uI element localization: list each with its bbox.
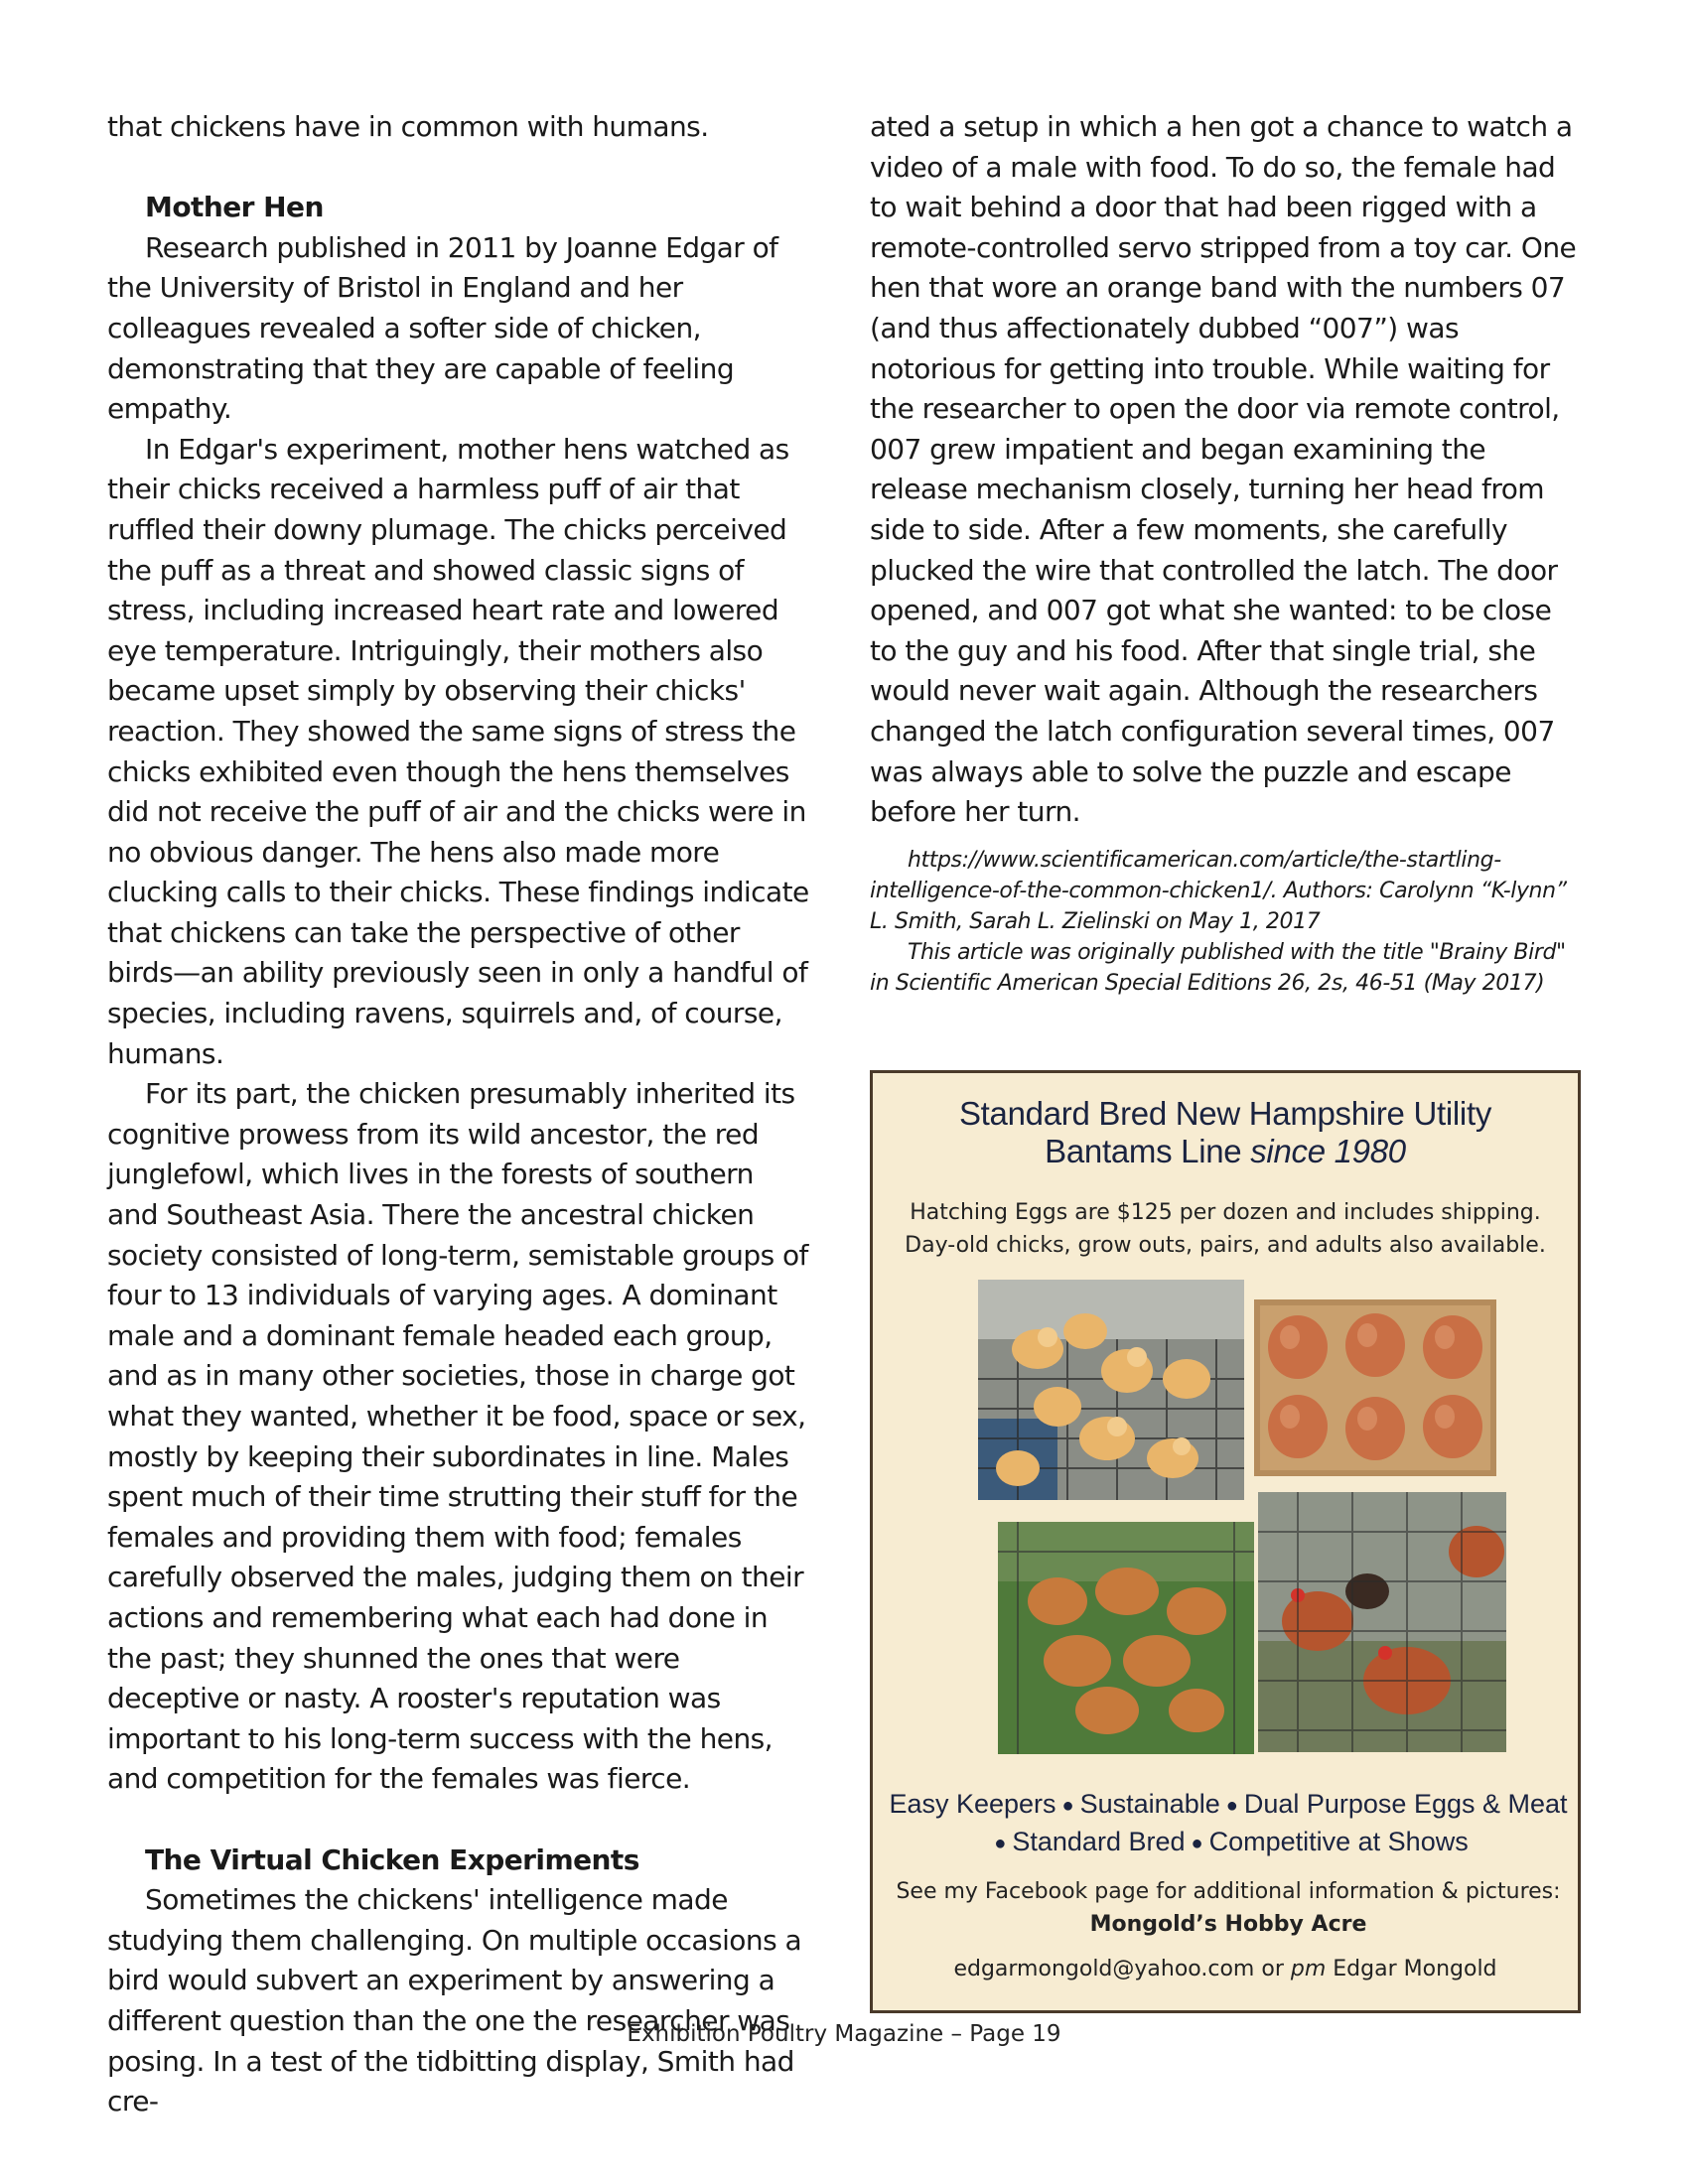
advertisement-box <box>870 1070 1581 2013</box>
bullet-icon: ● <box>1061 1794 1074 1817</box>
ad-features <box>883 1786 1574 1861</box>
facebook-page-name[interactable]: Mongold’s Hobby Acre <box>1089 1912 1367 1937</box>
paragraph: Sometimes the chickens' intelligence made studying them challenging. On multiple occasions a bird would subvert an experiment by answering a different question than the one the researcher was posing. In a test of the tidbitting display, Smith had cre- <box>107 1883 802 2118</box>
facebook-text: See my Facebook page for additional information & pictures: <box>896 1879 1561 1904</box>
feature-item: Sustainable <box>1079 1789 1220 1819</box>
article-right-column <box>870 107 1585 999</box>
ad-title-text: Bantams Line <box>1045 1133 1242 1169</box>
spacer <box>107 1800 812 1841</box>
paragraph: For its part, the chicken presumably inherited its cognitive prowess from its wild ancestor, the red junglefowl, which lives in the forests of southern and Southeast Asia. There the ancestral chicken society consisted of long-term, semistable groups of four to 13 individuals of varying ages. A dominant male and a dominant female headed each group, and as in many other societies, those in charge got what they wanted, whether it be food, space or sex, mostly by keeping their subordinates in line. Males spent much of their time strutting their stuff for the females and providing them with food; females carefully observed the males, judging them on their actions and remembering what each had done in the past; they shunned the ones that were deceptive or nasty. A rooster's reputation was important to his long-term success with the hens, and competition for the females was fierce. <box>107 1077 808 1796</box>
source-citation[interactable]: https://www.scientificamerican.com/article/the-startling-intelligence-of-the-common-chicken1/. Authors: Carolynn “K-lynn” L. Smith, Sarah L. Zielinski on May 1, 2017 <box>870 847 1567 934</box>
ad-facebook-info <box>893 1875 1564 1941</box>
article-left-column <box>107 107 812 2122</box>
ad-title <box>873 1095 1578 1170</box>
paragraph: ated a setup in which a hen got a chance to watch a video of a male with food. To do so, the female had to wait behind a door that had been rigged with a remote-controlled servo stripped from a toy car. One hen that wore an orange band with the numbers 07 (and thus affectionately dubbed “007”) was notorious for getting into trouble. While waiting for the researcher to open the door via remote control, 007 grew impatient and began examining the release mechanism closely, turning her head from side to side. After a few moments, she carefully plucked the wire that controlled the latch. The door opened, and 007 got what she wanted: to be close to the guy and his food. After that single trial, she would never wait again. Although the researchers changed the latch configuration several times, 007 was always able to solve the puzzle and escape before her turn. <box>870 110 1577 829</box>
ad-description <box>873 1196 1578 1262</box>
ad-title-line1: Standard Bred New Hampshire Utility <box>958 1095 1492 1132</box>
section-heading-mother-hen: Mother Hen <box>145 191 324 224</box>
section-heading-virtual-chicken: The Virtual Chicken Experiments <box>145 1843 639 1876</box>
paragraph: In Edgar's experiment, mother hens watched as their chicks received a harmless puff of air that ruffled their downy plumage. The chicks perceived the puff as a threat and showed classic signs of stress, including increased heart rate and lowered eye temperature. Intriguingly, their mothers also became upset simply by observing their chicks' reaction. They showed the same signs of stress the chicks exhibited even though the hens themselves did not receive the puff of air and the chicks were in no obvious danger. The hens also made more clucking calls to their chicks. These findings indicate that chickens can take the perspective of other birds—an ability previously seen in only a handful of species, including ravens, squirrels and, of course, humans. <box>107 432 809 1070</box>
contact-pm: pm <box>1290 1957 1327 1981</box>
ad-line-1: Hatching Eggs are $125 per dozen and includes shipping. <box>910 1200 1541 1225</box>
contact-name: Edgar Mongold <box>1333 1957 1497 1981</box>
page-footer: Exhibition Poultry Magazine – Page 19 <box>627 2021 1061 2047</box>
feature-item: Standard Bred <box>1012 1826 1186 1856</box>
source-block <box>870 845 1585 999</box>
feature-item: Dual Purpose Eggs & Meat <box>1243 1789 1568 1819</box>
pullets-photo <box>998 1522 1254 1754</box>
bullet-icon: ● <box>1225 1794 1238 1817</box>
spacer <box>107 148 812 189</box>
ad-title-line2 <box>873 1133 1578 1170</box>
bullet-icon: ● <box>1191 1832 1203 1854</box>
feature-item: Competitive at Shows <box>1208 1826 1469 1856</box>
adults-photo <box>1258 1492 1506 1752</box>
chicks-photo <box>978 1280 1244 1500</box>
source-note: This article was originally published with the title "Brainy Bird" in Scientific American Special Editions 26, 2s, 46-51 (May 2017) <box>870 939 1566 996</box>
email-link[interactable]: edgarmongold@yahoo.com <box>953 1957 1255 1981</box>
opening-line: that chickens have in common with humans. <box>107 110 709 143</box>
ad-contact <box>873 1955 1578 1984</box>
paragraph: Research published in 2011 by Joanne Edgar of the University of Bristol in England and her colleagues revealed a softer side of chicken, demonstrating that they are capable of feeling empathy. <box>107 230 778 426</box>
bullet-icon: ● <box>994 1832 1007 1854</box>
ad-line-2: Day-old chicks, grow outs, pairs, and adults also available. <box>905 1233 1546 1258</box>
ad-title-since: since 1980 <box>1250 1133 1406 1169</box>
eggs-photo <box>1254 1299 1496 1476</box>
feature-item: Easy Keepers <box>889 1789 1056 1819</box>
contact-or: or <box>1261 1957 1284 1981</box>
